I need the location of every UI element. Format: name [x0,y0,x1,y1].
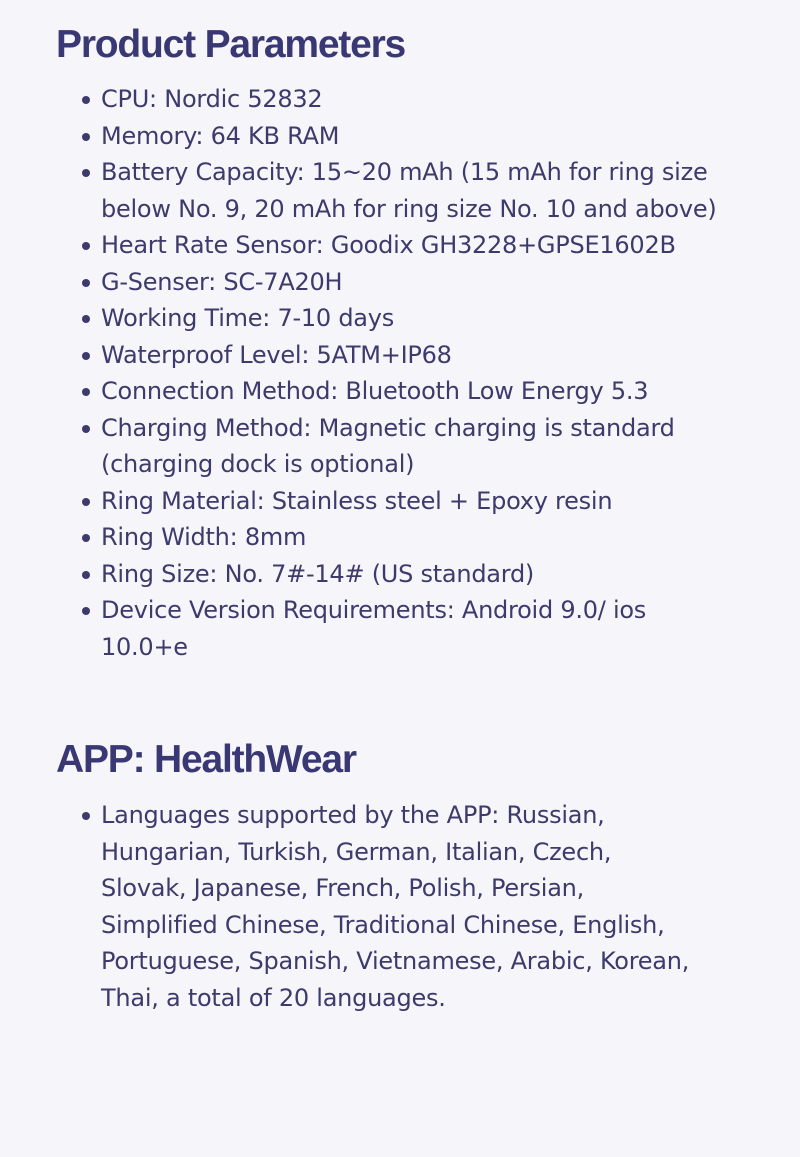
spec-item-device-requirements [78,592,661,665]
spec-item-text: G-Senser: SC-7A20H [101,267,343,296]
spec-item-text: Ring Width: 8mm [101,523,307,551]
spec-item-text: Heart Rate Sensor: Goodix GH3228+GPSE1602B [101,231,676,259]
product-parameters-heading: Product Parameters [56,23,406,66]
app-languages-item [78,797,701,1016]
spec-item-charging [78,410,758,483]
spec-item-material [78,483,758,520]
spec-item-size [78,556,758,593]
spec-item-connection [78,373,758,410]
product-parameters-list [78,81,758,665]
bullet-icon [82,812,90,820]
spec-item-text: CPU: Nordic 52832 [101,85,323,113]
spec-item-battery [78,154,758,227]
bullet-icon [82,534,90,542]
spec-item-text: Battery Capacity: 15~20 mAh (15 mAh for ring size below No. 9, 20 mAh for ring size No. 10 and above) [101,158,717,223]
bullet-icon [82,169,90,177]
spec-item-text: Waterproof Level: 5ATM+IP68 [101,340,452,369]
spec-item-g-sensor [78,264,758,301]
bullet-icon [82,571,90,579]
bullet-icon [82,607,90,615]
spec-item-waterproof [78,337,758,374]
spec-item-width [78,519,758,556]
bullet-icon [82,96,90,104]
bullet-icon [82,388,90,396]
spec-item-working-time [78,300,758,337]
spec-item-memory [78,118,758,155]
spec-item-text: Ring Size: No. 7#-14# (US standard) [101,559,535,588]
bullet-icon [82,352,90,360]
bullet-icon [82,425,90,433]
app-heading: APP: HealthWear [56,738,356,781]
app-info-list [78,797,758,1016]
spec-item-text: Device Version Requirements: Android 9.0/ ios 10.0+e [101,596,647,661]
spec-item-text: Connection Method: Bluetooth Low Energy 5.3 [101,377,649,405]
bullet-icon [82,315,90,323]
app-languages-text: Languages supported by the APP: Russian, Hungarian, Turkish, German, Italian, Czech, Slovak, Japanese, French, Polish, Persian, Simplified Chinese, Traditional Chinese, English, Portuguese, Spanish, Vietnamese, Arabic, Korean, Thai, a total of 20 languages. [101,801,690,1012]
bullet-icon [82,242,90,250]
spec-item-text: Working Time: 7-10 days [101,304,394,332]
bullet-icon [82,133,90,141]
spec-item-heart-rate-sensor [78,227,758,264]
spec-item-text: Memory: 64 KB RAM [101,121,340,150]
spec-item-text: Ring Material: Stainless steel + Epoxy resin [101,486,613,515]
spec-item-cpu [78,81,758,118]
spec-item-text: Charging Method: Magnetic charging is standard (charging dock is optional) [101,413,675,478]
bullet-icon [82,279,90,287]
bullet-icon [82,498,90,506]
